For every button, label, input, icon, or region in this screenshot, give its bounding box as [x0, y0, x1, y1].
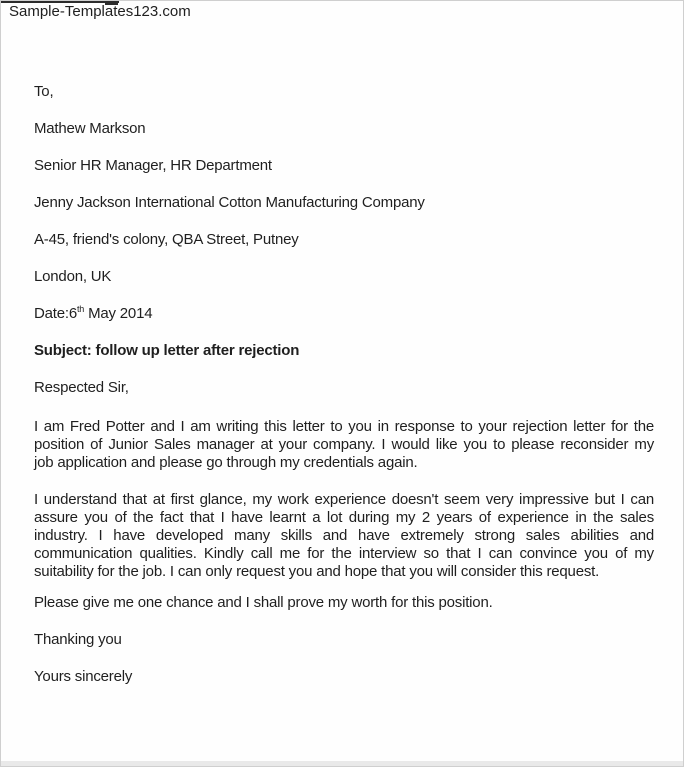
date-line: [34, 305, 654, 323]
to-line: To,: [34, 83, 54, 100]
date-prefix: Date:6: [34, 305, 77, 322]
paragraph-line: communication qualities. Kindly call me for the interview so that I can convince you of my: [34, 545, 654, 562]
recipient-title: Senior HR Manager, HR Department: [34, 157, 272, 174]
date-suffix: May 2014: [84, 305, 153, 322]
paragraph-1: [34, 418, 654, 472]
paragraph-line: industry. I have developed many skills and have extremely strong sales abilities and: [34, 527, 654, 544]
paragraph-line: position of Junior Sales manager at your company. I would like you to please reconsider my: [34, 436, 654, 453]
recipient-name: Mathew Markson: [34, 120, 146, 137]
company-name: Jenny Jackson International Cotton Manufacturing Company: [34, 194, 425, 211]
date-ordinal: th: [77, 304, 85, 314]
city-country: London, UK: [34, 268, 112, 285]
request-line: Please give me one chance and I shall prove my worth for this position.: [34, 594, 493, 611]
paragraph-line: suitability for the job. I can only request you and hope that you will consider this request.: [34, 563, 600, 580]
signoff-line: Yours sincerely: [34, 668, 133, 685]
paragraph-2: [34, 491, 654, 581]
paragraph-line: job application and please go through my credentials again.: [34, 454, 418, 471]
subject-line: Subject: follow up letter after rejection: [34, 342, 300, 359]
letter-body: [34, 83, 654, 705]
paragraph-line: I understand that at first glance, my work experience doesn't seem very impressive but I can: [34, 491, 654, 508]
scan-edge-artifact: [1, 761, 683, 766]
greeting: Respected Sir,: [34, 379, 129, 396]
paragraph-line: I am Fred Potter and I am writing this letter to you in response to your rejection letter for the: [34, 418, 654, 435]
street-address: A-45, friend's colony, QBA Street, Putney: [34, 231, 299, 248]
site-watermark: Sample-Templates123.com: [9, 3, 191, 20]
paragraph-line: assure you of the fact that I have learnt a lot during my 2 years of experience in the sales: [34, 509, 654, 526]
thanking-line: Thanking you: [34, 631, 122, 648]
